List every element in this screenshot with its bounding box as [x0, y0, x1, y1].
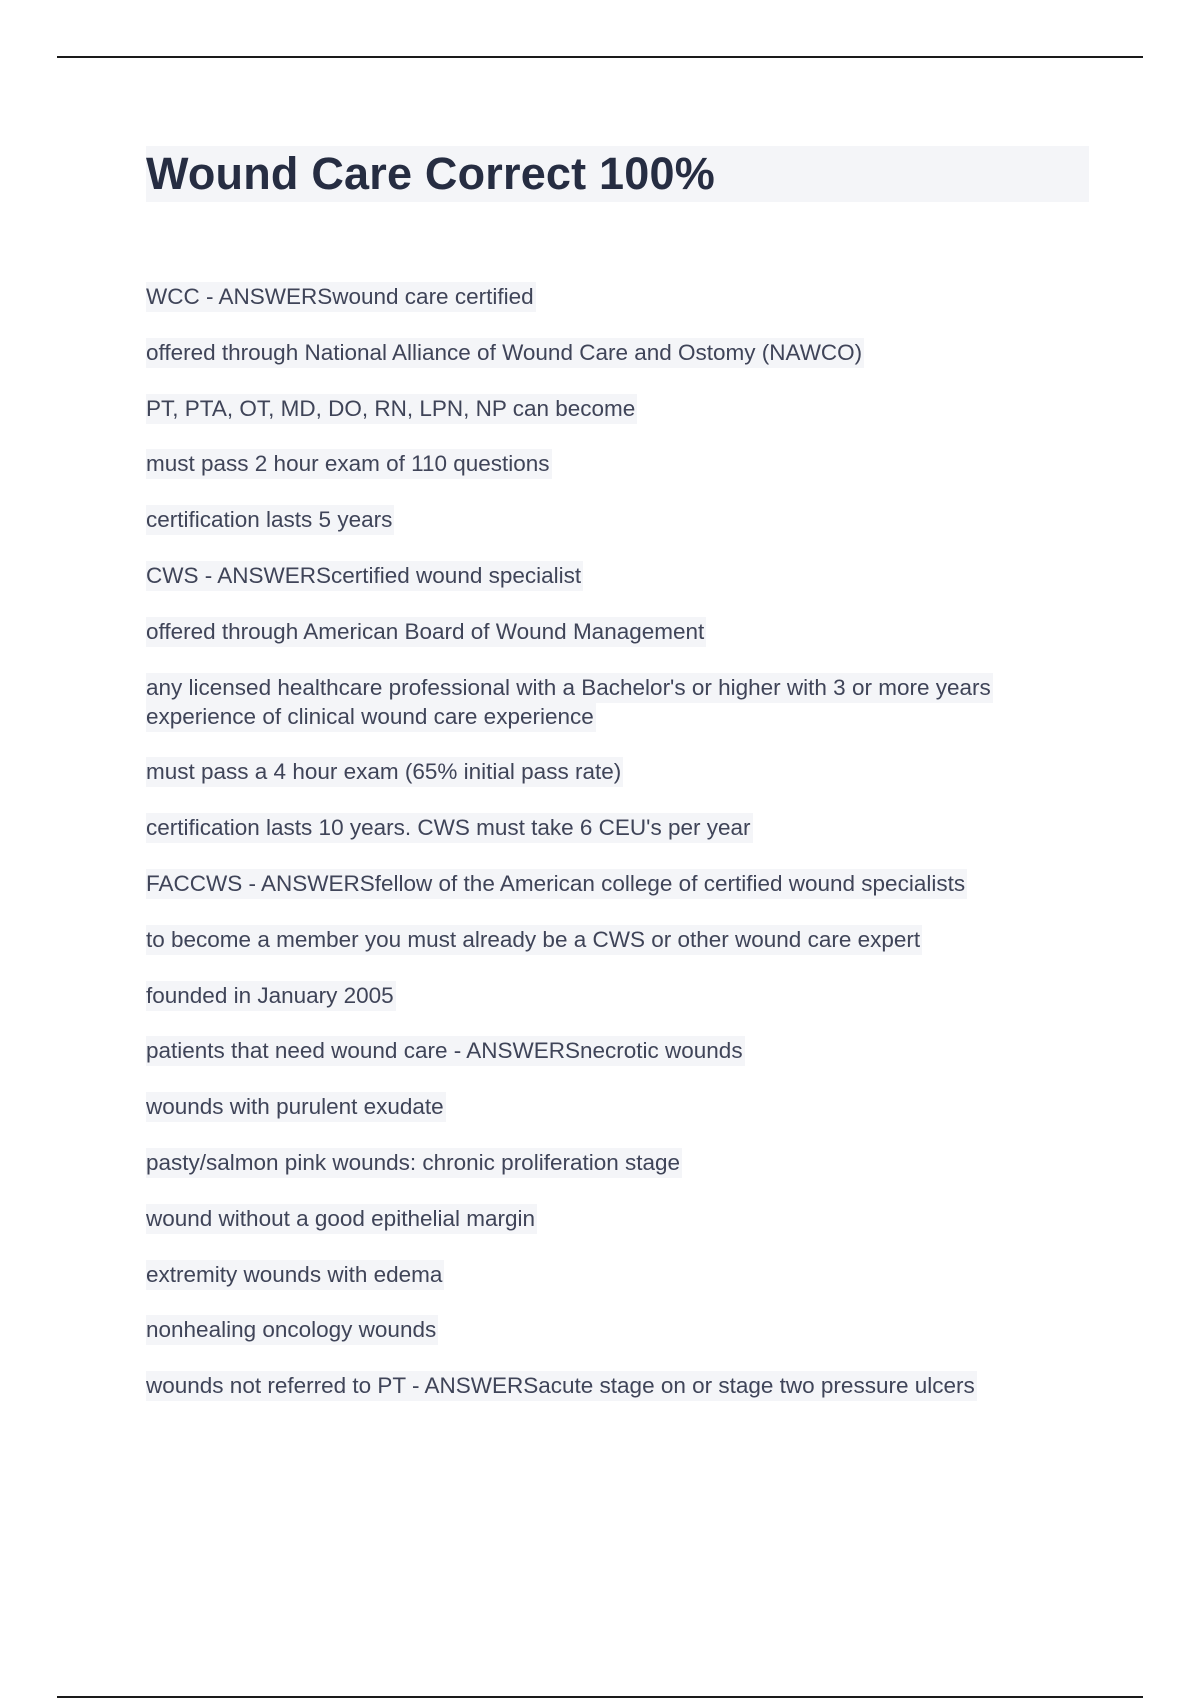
text-line	[146, 394, 1089, 423]
text-line	[146, 1260, 1089, 1289]
text-line	[146, 981, 1089, 1010]
page-title: Wound Care Correct 100%	[146, 148, 715, 199]
text-line-content: founded in January 2005	[146, 981, 396, 1011]
text-line	[146, 338, 1089, 367]
text-line-content: nonhealing oncology wounds	[146, 1315, 438, 1345]
text-line	[146, 813, 1089, 842]
text-line	[146, 1092, 1089, 1121]
text-line	[146, 561, 1089, 590]
text-line-content: wounds not referred to PT - ANSWERSacute stage on or stage two pressure ulcers	[146, 1371, 977, 1401]
document-body	[146, 146, 1089, 1427]
flashcard-list	[146, 282, 1089, 1400]
text-line-content: offered through National Alliance of Wound Care and Ostomy (NAWCO)	[146, 338, 864, 368]
text-line-content: offered through American Board of Wound Management	[146, 617, 706, 647]
text-line-content: WCC - ANSWERSwound care certified	[146, 282, 536, 312]
text-line	[146, 1315, 1089, 1344]
text-line-content: any licensed healthcare professional with a Bachelor's or higher with 3 or more years experience of clinical wound care experience	[146, 673, 993, 732]
text-line-content: wound without a good epithelial margin	[146, 1204, 537, 1234]
title-banner	[146, 146, 1089, 202]
text-line	[146, 673, 1089, 731]
text-line	[146, 1148, 1089, 1177]
text-line	[146, 1371, 1089, 1400]
footer-rule	[57, 1696, 1143, 1698]
text-line	[146, 617, 1089, 646]
text-line	[146, 869, 1089, 898]
text-line-content: certification lasts 10 years. CWS must take 6 CEU's per year	[146, 813, 753, 843]
text-line-content: wounds with purulent exudate	[146, 1092, 446, 1122]
text-line	[146, 1036, 1089, 1065]
text-line-content: extremity wounds with edema	[146, 1260, 444, 1290]
text-line-content: FACCWS - ANSWERSfellow of the American college of certified wound specialists	[146, 869, 967, 899]
header-rule	[57, 56, 1143, 58]
text-line	[146, 505, 1089, 534]
text-line-content: certification lasts 5 years	[146, 505, 394, 535]
text-line	[146, 925, 1089, 954]
text-line-content: patients that need wound care - ANSWERSnecrotic wounds	[146, 1036, 745, 1066]
text-line-content: pasty/salmon pink wounds: chronic proliferation stage	[146, 1148, 682, 1178]
text-line	[146, 1204, 1089, 1233]
text-line-content: must pass 2 hour exam of 110 questions	[146, 449, 552, 479]
text-line	[146, 282, 1089, 311]
text-line-content: CWS - ANSWERScertified wound specialist	[146, 561, 583, 591]
text-line-content: must pass a 4 hour exam (65% initial pass rate)	[146, 757, 623, 787]
text-line-content: PT, PTA, OT, MD, DO, RN, LPN, NP can become	[146, 394, 637, 424]
text-line	[146, 449, 1089, 478]
text-line	[146, 757, 1089, 786]
text-line-content: to become a member you must already be a CWS or other wound care expert	[146, 925, 922, 955]
